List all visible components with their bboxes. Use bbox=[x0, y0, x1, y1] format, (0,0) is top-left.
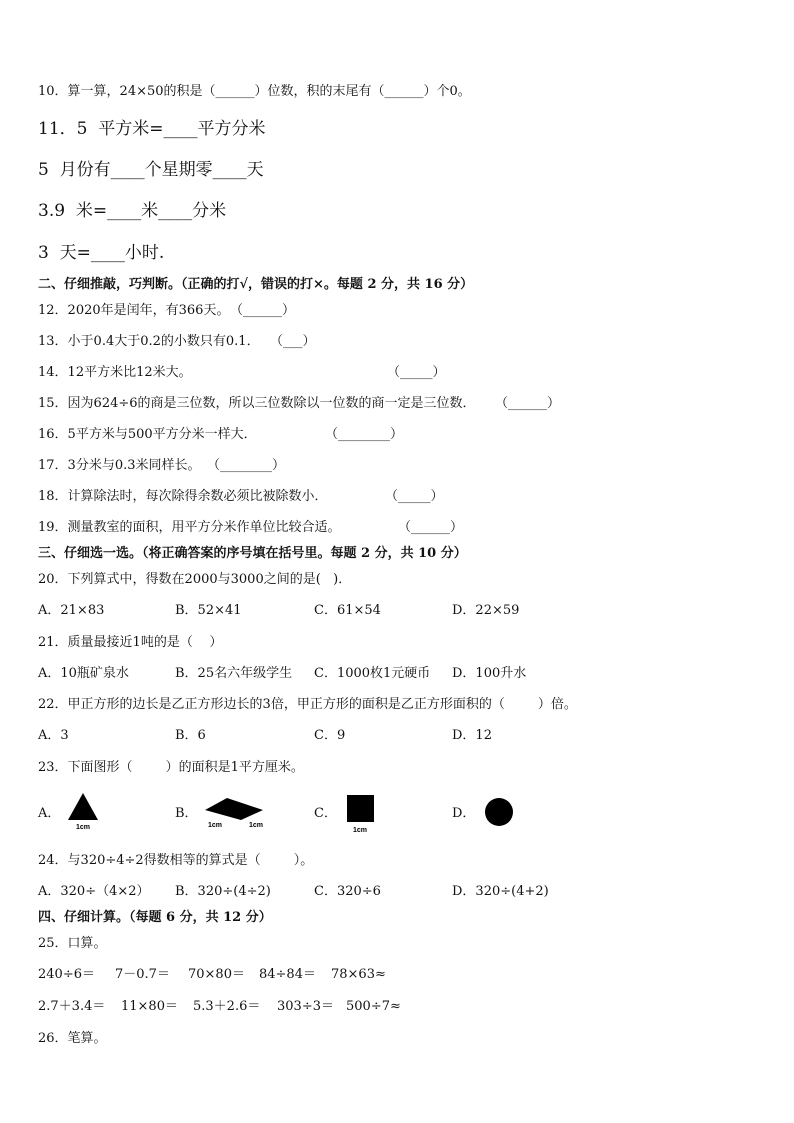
question-15: 15．因为624÷6的商是三位数，所以三位数除以一位数的商一定是三位数． bbox=[38, 396, 476, 411]
question-20-stem: 20．下列算式中，得数在2000与3000之间的是( )． bbox=[38, 572, 352, 587]
question-16: 16．5平方米与500平方分米一样大． bbox=[38, 427, 257, 442]
answer-blank: （________） bbox=[325, 427, 404, 442]
option-c: C． bbox=[314, 806, 337, 821]
oral-calc-item: 240÷6＝ bbox=[38, 967, 95, 982]
question-11-part-b: 5 月份有____个星期零____天 bbox=[38, 160, 264, 180]
question-17: 17．3分米与0.3米同样长。 bbox=[38, 458, 201, 473]
question-11-part-d: 3 天=____小时. bbox=[38, 243, 165, 263]
question-26: 26．笔算。 bbox=[38, 1031, 107, 1046]
svg-text:1cm: 1cm bbox=[248, 822, 264, 829]
answer-blank: （_____） bbox=[387, 365, 446, 380]
answer-blank: （________） bbox=[207, 458, 286, 473]
question-11-part-c: 3.9 米=____米____分米 bbox=[38, 201, 227, 221]
answer-blank: （______） bbox=[398, 520, 464, 535]
oral-calc-item: 78×63≈ bbox=[331, 967, 386, 982]
option-d: D．100升水 bbox=[452, 666, 527, 681]
answer-blank: （___） bbox=[270, 334, 316, 349]
svg-text:1cm: 1cm bbox=[352, 827, 368, 834]
question-14: 14．12平方米比12米大。 bbox=[38, 365, 192, 380]
question-12: 12．2020年是闰年，有366天。 bbox=[38, 303, 230, 318]
question-22-stem: 22．甲正方形的边长是乙正方形边长的3倍，甲正方形的面积是乙正方形面积的（ ）倍。 bbox=[38, 697, 577, 712]
section-3-heading: 三、仔细选一选。（将正确答案的序号填在括号里。每题 2 分，共 10 分） bbox=[38, 546, 467, 561]
question-25: 25．口算。 bbox=[38, 936, 107, 951]
question-23-stem: 23．下面图形（ ）的面积是1平方厘米。 bbox=[38, 760, 304, 775]
oral-calc-item: 11×80＝ bbox=[121, 999, 178, 1014]
square-figure bbox=[344, 793, 378, 835]
oral-calc-item: 70×80＝ bbox=[188, 967, 245, 982]
option-a: A． bbox=[38, 806, 61, 821]
oral-calc-item: 5.3＋2.6＝ bbox=[193, 999, 261, 1014]
option-d: D． bbox=[452, 806, 476, 821]
option-d: D．22×59 bbox=[452, 603, 520, 618]
question-11-part-a: 11．5 平方米=____平方分米 bbox=[38, 119, 266, 139]
answer-blank: （______） bbox=[230, 303, 296, 318]
section-4-heading: 四、仔细计算。（每题 6 分，共 12 分） bbox=[38, 910, 272, 925]
option-c: C．1000枚1元硬币 bbox=[314, 666, 431, 681]
parallelogram-figure bbox=[203, 796, 269, 830]
oral-calc-item: 2.7＋3.4＝ bbox=[38, 999, 106, 1014]
question-18: 18．计算除法时，每次除得余数必须比被除数小． bbox=[38, 489, 328, 504]
oral-calc-item: 303÷3＝ bbox=[277, 999, 334, 1014]
svg-text:1cm: 1cm bbox=[75, 824, 91, 831]
oral-calc-item: 84÷84＝ bbox=[259, 967, 316, 982]
svg-text:1cm: 1cm bbox=[207, 822, 223, 829]
question-24-stem: 24．与320÷4÷2得数相等的算式是（ ）。 bbox=[38, 853, 314, 868]
option-b: B．6 bbox=[175, 728, 206, 743]
answer-blank: （_____） bbox=[385, 489, 444, 504]
option-c: C．61×54 bbox=[314, 603, 381, 618]
option-b: B．320÷(4÷2) bbox=[175, 884, 271, 899]
option-a: A．21×83 bbox=[38, 603, 105, 618]
section-2-heading: 二、仔细推敲，巧判断。（正确的打√，错误的打×。每题 2 分，共 16 分） bbox=[38, 277, 474, 292]
option-b: B．52×41 bbox=[175, 603, 242, 618]
circle-figure bbox=[483, 797, 515, 827]
option-c: C．9 bbox=[314, 728, 346, 743]
option-a: A．320÷（4×2） bbox=[38, 884, 150, 899]
question-13: 13．小于0.4大于0.2的小数只有0.1． bbox=[38, 334, 260, 349]
question-10: 10．算一算，24×50的积是（______）位数，积的末尾有（______）个0。 bbox=[38, 84, 471, 99]
option-b: B．25名六年级学生 bbox=[175, 666, 293, 681]
question-19: 19．测量教室的面积，用平方分米作单位比较合适。 bbox=[38, 520, 341, 535]
option-d: D．320÷(4+2) bbox=[452, 884, 549, 899]
option-c: C．320÷6 bbox=[314, 884, 381, 899]
triangle-figure bbox=[66, 791, 100, 831]
oral-calc-item: 7－0.7＝ bbox=[115, 967, 170, 982]
option-d: D．12 bbox=[452, 728, 492, 743]
option-a: A．3 bbox=[38, 728, 69, 743]
answer-blank: （______） bbox=[495, 396, 561, 411]
option-b: B． bbox=[175, 806, 198, 821]
question-21-stem: 21．质量最接近1吨的是（ ） bbox=[38, 635, 223, 650]
option-a: A．10瓶矿泉水 bbox=[38, 666, 129, 681]
oral-calc-item: 500÷7≈ bbox=[346, 999, 401, 1014]
